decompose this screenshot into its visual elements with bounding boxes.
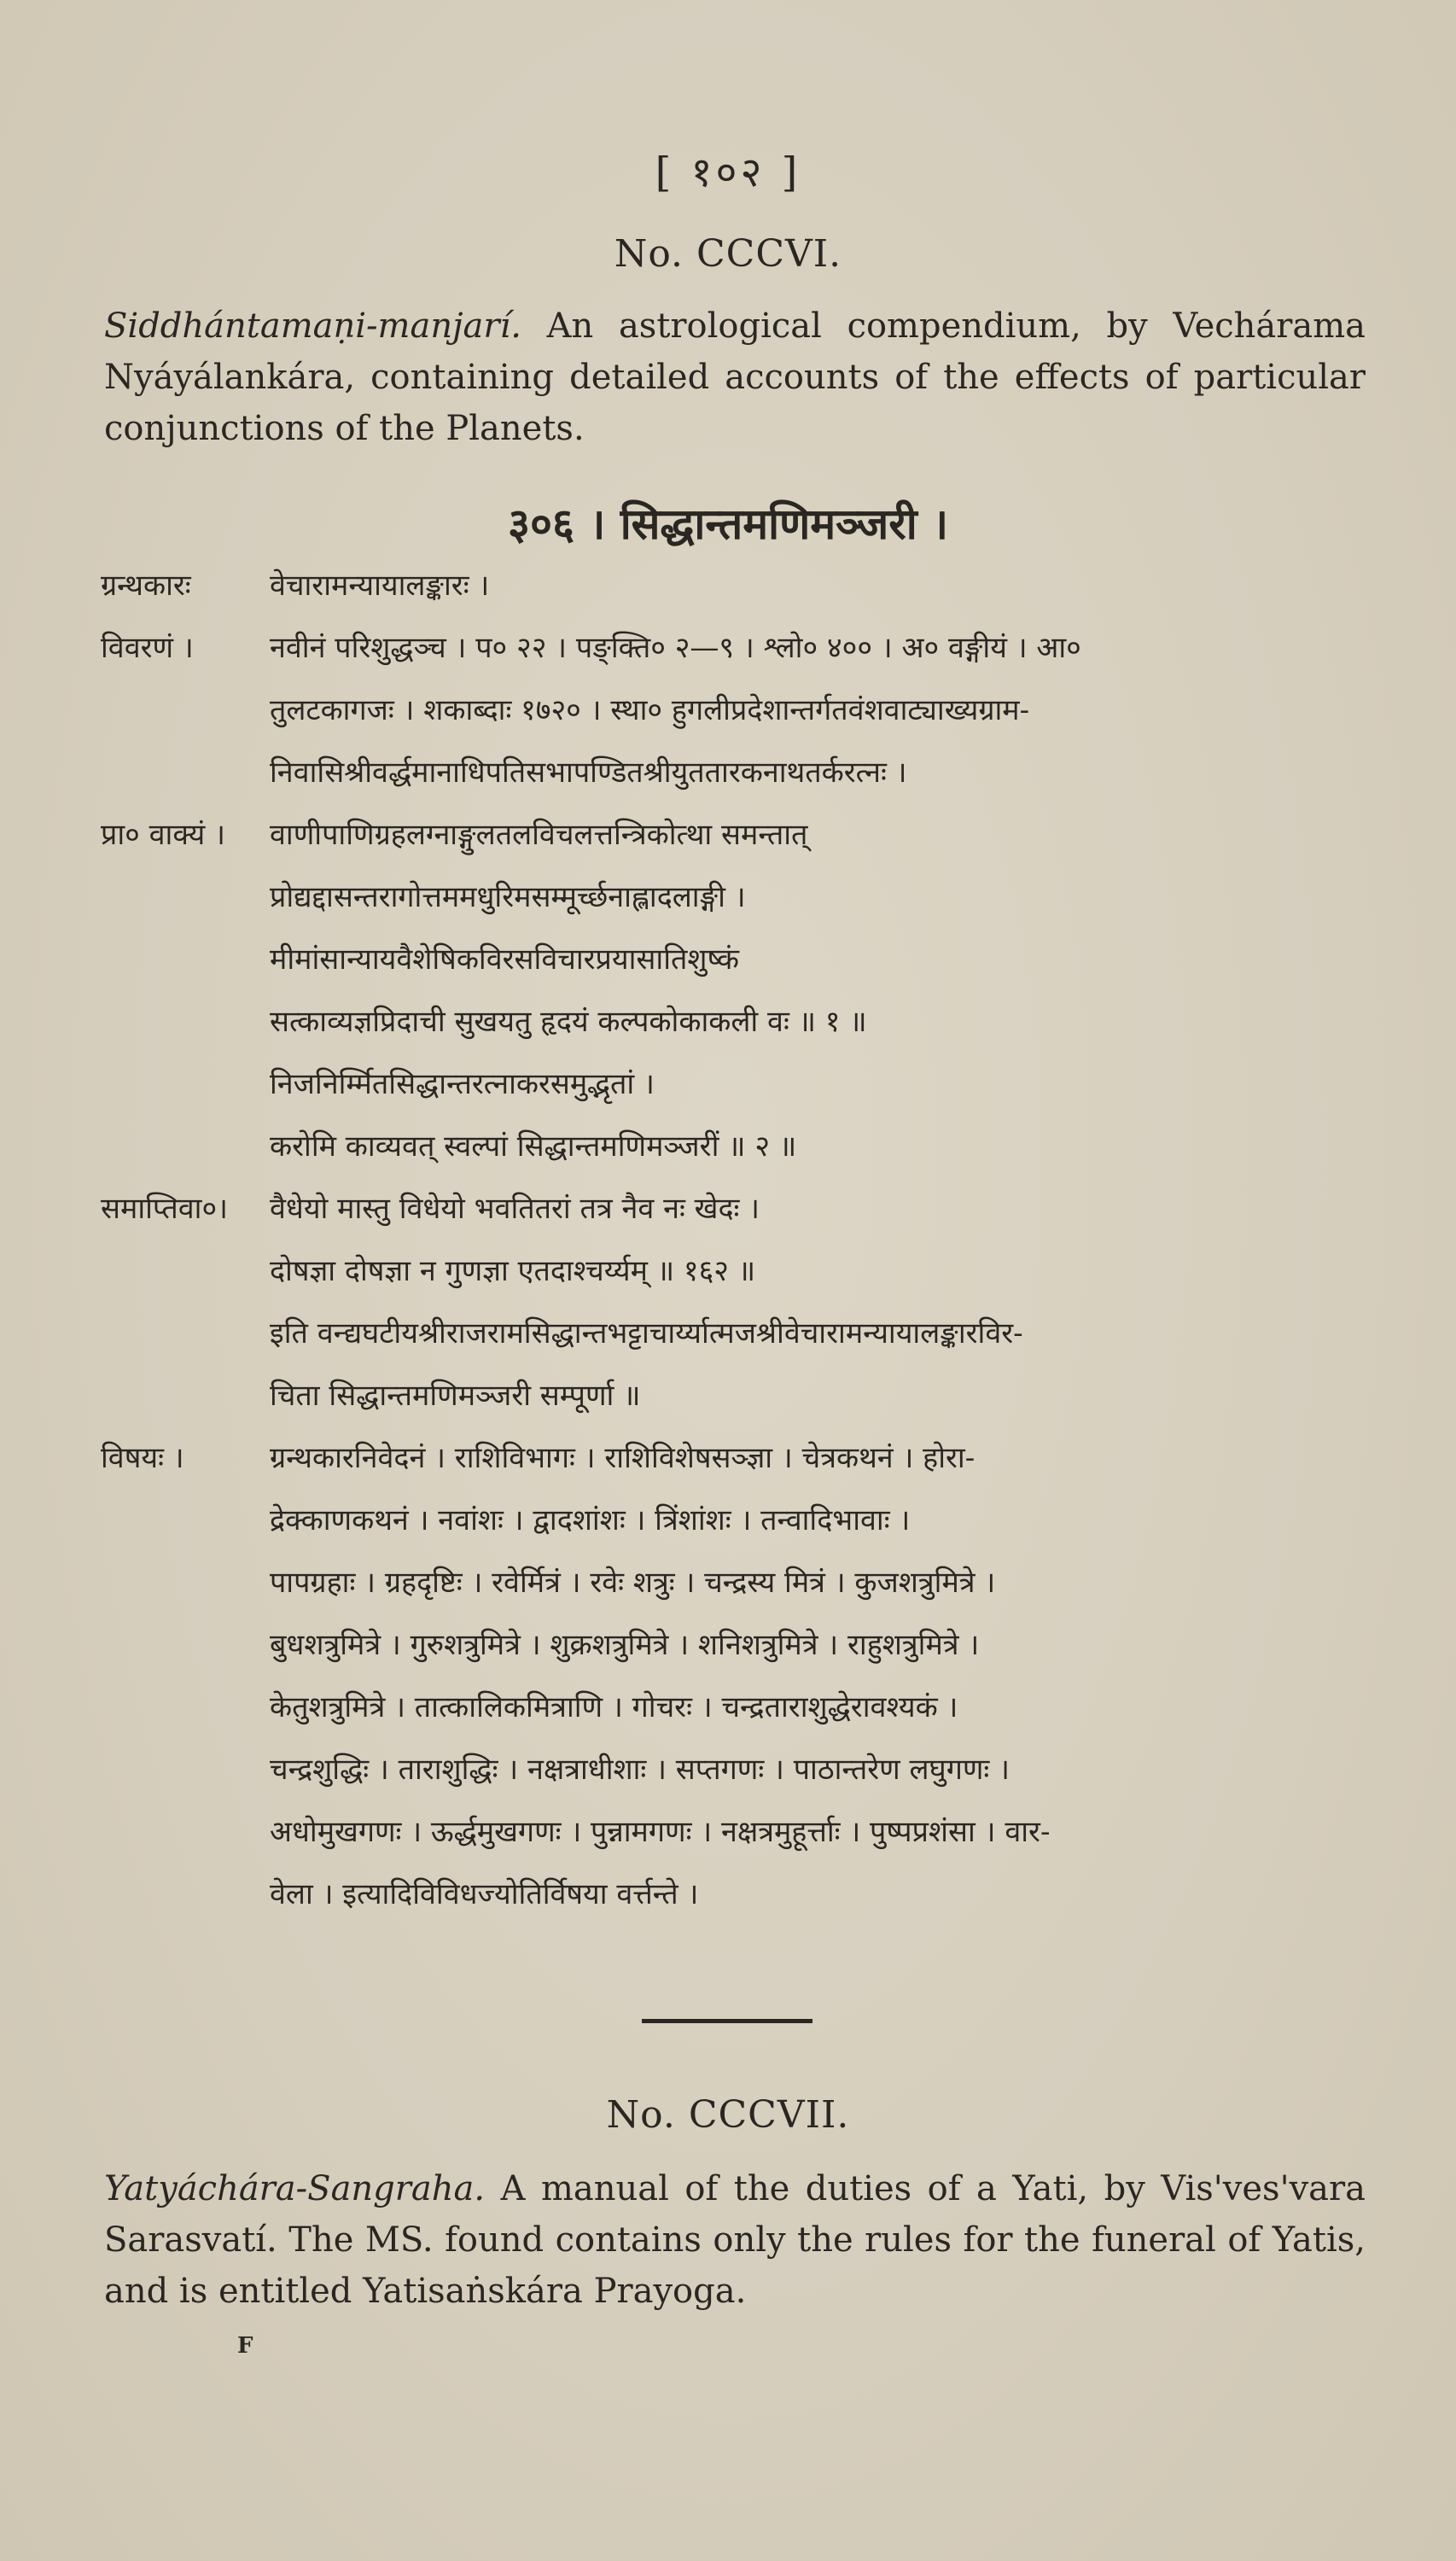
field-line: वेचारामन्यायालङ्कारः । bbox=[270, 569, 490, 603]
field-line: निजनिर्म्मितसिद्धान्तरत्नाकरसमुद्भृतां । bbox=[270, 1067, 655, 1101]
entry-number-307: No. CCCVII. bbox=[606, 2093, 850, 2137]
entry-306-summary: An astrological compendium, by Vechárama Nyáyálankára, containing detailed accounts of the effects of particular conjunctions of the Planets. bbox=[104, 306, 1366, 448]
field-line: निवासिश्रीवर्द्धमानाधिपतिसभापण्डितश्रीयुततारकनाथतर्करत्नः । bbox=[270, 755, 907, 790]
page-number: [ १०२ ] bbox=[655, 149, 801, 196]
field-line: करोमि काव्यवत् स्वल्पां सिद्धान्तमणिमञ्जरीं ॥ २ ॥ bbox=[270, 1129, 797, 1164]
printer-signature-mark: F bbox=[237, 2333, 253, 2359]
field-content bbox=[270, 555, 1371, 617]
field-line: प्रोद्यद्दासन्तरागोत्तममधुरिमसम्मूर्च्छनाह्लादलाङ्गी । bbox=[270, 880, 746, 914]
field-content bbox=[270, 617, 1371, 804]
entry-307-title: Yatyáchára-Sangraha. bbox=[104, 2169, 486, 2208]
field-label: प्रा० वाक्यं । bbox=[101, 818, 225, 852]
entry-number-306: No. CCCVI. bbox=[614, 232, 842, 276]
field-line: मीमांसान्यायवैशेषिकविरसविचारप्रयासातिशुष्कं bbox=[270, 942, 739, 977]
section-divider bbox=[642, 2019, 812, 2023]
manuscript-title: ३०६ । सिद्धान्तमणिमञ्जरी । bbox=[507, 499, 949, 549]
field-line: दोषज्ञा दोषज्ञा न गुणज्ञा एतदाश्चर्य्यम् ॥ १६२ ॥ bbox=[270, 1254, 756, 1288]
entry-306-title: Siddhántamaṇi-manjarí. bbox=[104, 306, 521, 346]
field-content bbox=[270, 1178, 1371, 1427]
field-label: विवरणं । bbox=[101, 631, 194, 665]
field-label: ग्रन्थकारः bbox=[101, 569, 191, 603]
field-line: वैधेयो मास्तु विधेयो भवतितरां तत्र नैव नः खेदः । bbox=[270, 1192, 760, 1226]
field-line: केतुशत्रुमित्रे । तात्कालिकमित्राणि । गोचरः । चन्द्रताराशुद्धेरावश्यकं । bbox=[270, 1690, 958, 1724]
field-line: सत्काव्यज्ञप्रिदाची सुखयतु हृदयं कल्पकोकाकली वः ॥ १ ॥ bbox=[270, 1005, 867, 1039]
field-line: द्रेक्काणकथनं । नवांशः । द्वादशांशः । त्रिंशांशः । तन्वादिभावाः । bbox=[270, 1503, 911, 1537]
field-line: वाणीपाणिग्रहलग्नाङ्गुलतलविचलत्तन्त्रिकोत्था समन्तात् bbox=[270, 818, 808, 852]
field-line: वेला । इत्यादिविविधज्योतिर्विषया वर्त्तन्ते । bbox=[270, 1877, 699, 1911]
field-content bbox=[270, 804, 1371, 1178]
field-line: चिता सिद्धान्तमणिमञ्जरी सम्पूर्णा ॥ bbox=[270, 1379, 641, 1413]
field-label: विषयः । bbox=[101, 1441, 184, 1475]
field-content bbox=[270, 1427, 1371, 1926]
field-line: बुधशत्रुमित्रे । गुरुशत्रुमित्रे । शुक्रशत्रुमित्रे । शनिशत्रुमित्रे । राहुशत्रुमित्रे । bbox=[270, 1628, 980, 1662]
field-line: चन्द्रशुद्धिः । ताराशुद्धिः । नक्षत्राधीशाः । सप्तगणः । पाठान्तरेण लघुगणः । bbox=[270, 1753, 1010, 1787]
field-label: समाप्तिवा०। bbox=[101, 1192, 229, 1226]
field-line: ग्रन्थकारनिवेदनं । राशिविभागः । राशिविशेषसञ्ज्ञा । चेत्रकथनं । होरा- bbox=[270, 1441, 976, 1475]
field-line: पापग्रहाः । ग्रहदृष्टिः । रवेर्मित्रं । रवेः शत्रुः । चन्द्रस्य मित्रं । कुजशत्रुमित्रे । bbox=[270, 1566, 996, 1600]
field-line: नवीनं परिशुद्धञ्च । प० २२ । पङ्क्ति० २—९ । श्लो० ४०० । अ० वङ्गीयं । आ० bbox=[270, 631, 1081, 665]
field-line: तुलटकागजः । शकाब्दाः १७२० । स्था० हुगलीप्रदेशान्तर्गतवंशवाट्याख्यग्राम- bbox=[270, 693, 1030, 727]
field-line: इति वन्द्यघटीयश्रीराजरामसिद्धान्तभट्टाचार्य्यात्मजश्रीवेचारामन्यायालङ्कारविर- bbox=[270, 1316, 1023, 1351]
entry-306-description bbox=[104, 300, 1366, 454]
entry-307-summary: A manual of the duties of a Yati, by Vis'ves'vara Sarasvatí. The MS. found contains only the rules for the funeral of Yatis, and is entitled Yatisaṅskára Prayoga. bbox=[104, 2169, 1366, 2311]
field-line: अधोमुखगणः । ऊर्द्धमुखगणः । पुन्नामगणः । नक्षत्रमुहूर्त्ताः । पुष्पप्रशंसा । वार- bbox=[270, 1815, 1051, 1849]
entry-307-description bbox=[104, 2163, 1366, 2317]
